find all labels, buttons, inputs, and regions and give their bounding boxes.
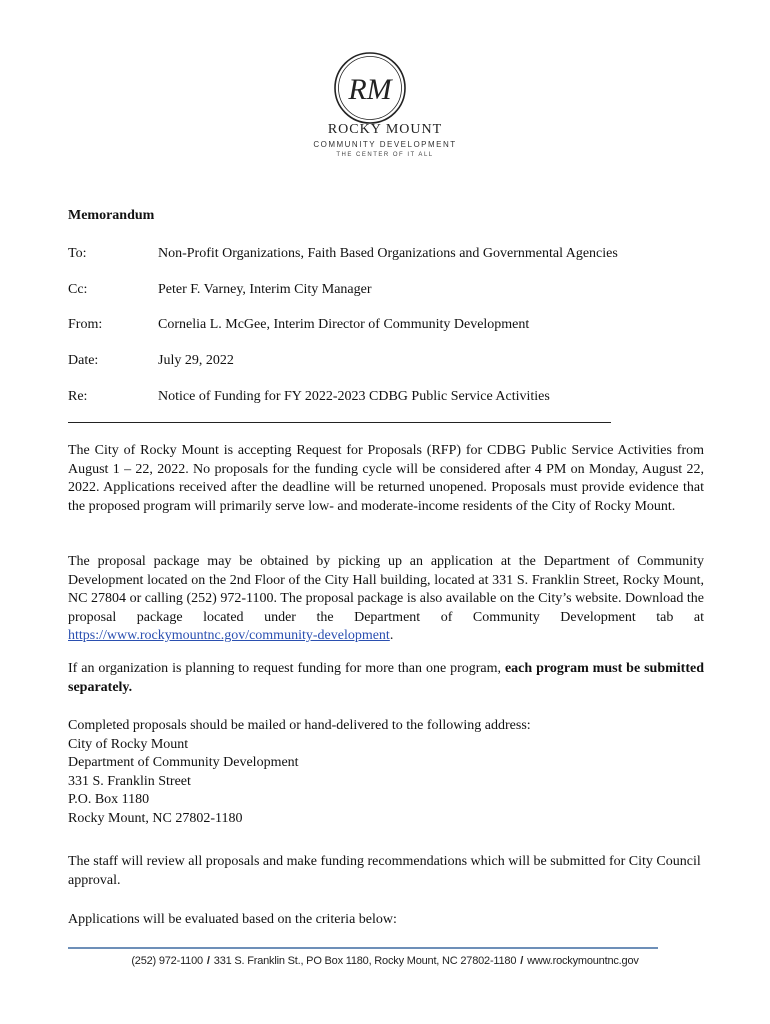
proposal-package-end: . — [389, 628, 394, 643]
header-divider — [68, 422, 611, 423]
address-line: Rocky Mount, NC 27802-1180 — [68, 810, 243, 826]
paragraph-criteria-intro: Applications will be evaluated based on the criteria below: — [68, 912, 397, 927]
date-label: Date: — [68, 353, 99, 368]
multiple-programs-text: If an organization is planning to request funding for more than one program, — [68, 661, 505, 676]
logo-subtitle: COMMUNITY DEVELOPMENT — [313, 140, 457, 149]
community-development-link[interactable]: https://www.rockymountnc.gov/community-development — [68, 628, 390, 643]
paragraph-proposal-package — [68, 553, 704, 646]
logo-title: ROCKY MOUNT — [327, 122, 443, 137]
memo-title: Memorandum — [68, 208, 155, 223]
address-line: 331 S. Franklin Street — [68, 773, 191, 789]
paragraph-multiple-programs — [68, 660, 704, 697]
footer-website: www.rockymountnc.gov — [527, 955, 639, 967]
logo-tagline: THE CENTER OF IT ALL — [336, 152, 434, 158]
footer-contact — [0, 955, 770, 967]
rm-monogram-icon — [332, 50, 408, 126]
re-value: Notice of Funding for FY 2022-2023 CDBG Public Service Activities — [158, 389, 550, 404]
from-label: From: — [68, 317, 103, 332]
footer-phone: (252) 972-1100 — [131, 955, 203, 967]
footer-address: 331 S. Franklin St., PO Box 1180, Rocky Mount, NC 27802-1180 — [213, 955, 517, 967]
letterhead-logo — [0, 0, 770, 170]
memo-header — [68, 208, 708, 404]
address-line: City of Rocky Mount — [68, 736, 189, 752]
footer-separator: / — [206, 955, 210, 967]
re-label: Re: — [68, 389, 88, 404]
mailing-intro: Completed proposals should be mailed or hand-delivered to the following address: — [68, 718, 531, 733]
cc-label: Cc: — [68, 282, 88, 297]
multiple-programs-emphasis: each program must be submitted separately. — [68, 661, 705, 695]
paragraph-rfp-notice: The City of Rocky Mount is accepting Request for Proposals (RFP) for CDBG Public Service Activities from August 1 – 22, 2022. No proposals for the funding cycle will be considered after 4 PM on Monday, August 22, 2022. Applications received after the deadline will be returned unopened. Proposals must provide evidence that the proposed program will primarily serve low- and moderate-income residents of the City of Rocky Mount. — [68, 443, 704, 514]
to-value: Non-Profit Organizations, Faith Based Organizations and Governmental Agencies — [158, 246, 618, 261]
cc-value: Peter F. Varney, Interim City Manager — [158, 282, 372, 297]
paragraph-staff-review: The staff will review all proposals and make funding recommendations which will be submitted for City Council approval. — [68, 854, 701, 888]
proposal-package-text: The proposal package may be obtained by picking up an application at the Department of Community Development located on the 2nd Floor of the City Hall building, located at 331 S. Franklin Street, Rocky Mount, NC 27804 or calling (252) 972-1100. The proposal package is also available on the City’s website. Download the proposal package located under the Department of Community Development tab at — [68, 554, 704, 625]
footer-separator: / — [520, 955, 524, 967]
address-line: Department of Community Development — [68, 755, 299, 770]
date-value: July 29, 2022 — [158, 353, 234, 368]
footer-divider — [68, 947, 658, 949]
logo-monogram: RM — [348, 73, 392, 106]
to-label: To: — [68, 246, 87, 261]
from-value: Cornelia L. McGee, Interim Director of Community Development — [158, 317, 530, 332]
address-line: P.O. Box 1180 — [68, 792, 150, 807]
paragraph-mailing-address — [68, 717, 704, 828]
